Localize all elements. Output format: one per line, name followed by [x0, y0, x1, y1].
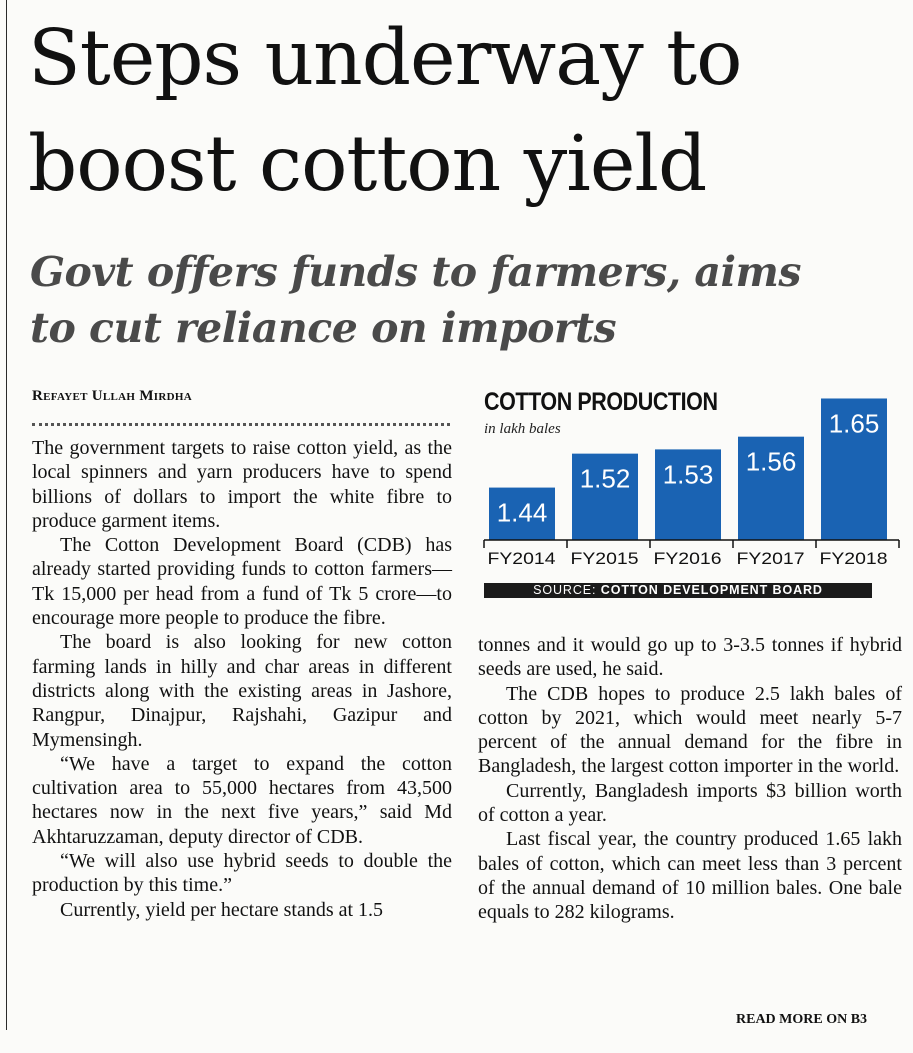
source-prefix: SOURCE: [533, 583, 597, 597]
byline: Refayet Ullah Mirdha [32, 388, 192, 404]
column-rule [6, 0, 7, 1030]
cotton-production-chart [470, 380, 902, 580]
read-more-link[interactable]: READ MORE ON B3 [736, 1012, 868, 1027]
x-tick-label: FY2015 [570, 549, 639, 568]
bar-value-label: 1.52 [579, 463, 631, 494]
x-tick-label: FY2014 [487, 549, 556, 568]
paragraph: Currently, yield per hectare stands at 1.5 [60, 898, 384, 921]
headline-line-1: Steps underway to [28, 14, 742, 103]
bar-value-label: 1.56 [745, 446, 797, 477]
x-tick-label: FY2016 [653, 549, 722, 568]
paragraph: The Cotton Development Board (CDB) has already started providing funds to cotton farmers—Tk 15,000 per head from a fund of Tk 5 crore—to encourage more people to produce the fibre. [32, 534, 452, 630]
source-name: COTTON DEVELOPMENT BOARD [600, 583, 823, 597]
bar-value-label: 1.44 [496, 497, 548, 528]
x-tick-label: FY2018 [819, 549, 888, 568]
headline [28, 6, 908, 218]
paragraph: “We have a target to expand the cotton cultivation area to 55,000 hectares from 43,500 hectares now in the next five years,” said Md Akhtaruzzaman, deputy director of CDB. [32, 752, 452, 848]
chart-title: COTTON PRODUCTION [484, 388, 718, 416]
byline-divider [32, 423, 450, 426]
paragraph: The board is also looking for new cotton farming lands in hilly and char areas in different districts along with the existing areas in Jashore, Rangpur, Dinajpur, Rajshahi, Gazipur and Mymensingh. [32, 631, 452, 751]
chart-source [484, 583, 872, 598]
paragraph: The government targets to raise cotton yield, as the local spinners and yarn producers have to spend billions of dollars to import the white fibre to produce garment items. [32, 437, 452, 532]
paragraph: “We will also use hybrid seeds to double the production by this time.” [32, 850, 452, 897]
paragraph: The CDB hopes to produce 2.5 lakh bales of cotton by 2021, which would meet nearly 5-7 percent of the annual demand for the fibre in Bangladesh, the largest cotton importer in the world. [478, 682, 902, 778]
subhead-line-1: Govt offers funds to farmers, aims [30, 248, 802, 296]
bar-value-label: 1.65 [828, 408, 880, 439]
paragraph: Currently, Bangladesh imports $3 billion worth of cotton a year. [478, 779, 902, 827]
paragraph: Last fiscal year, the country produced 1.65 lakh bales of cotton, which can meet less than 3 percent of the annual demand of 10 million bales. One bale equals to 282 kilograms. [478, 828, 902, 924]
chart-unit-label: in lakh bales [484, 421, 561, 437]
bar-value-label: 1.53 [662, 459, 714, 490]
article-column-right [478, 633, 902, 925]
x-tick-label: FY2017 [736, 549, 805, 568]
article-column-left [32, 436, 452, 922]
subheadline [30, 244, 880, 356]
paragraph: tonnes and it would go up to 3-3.5 tonnes if hybrid seeds are used, he said. [478, 634, 902, 681]
subhead-line-2: to cut reliance on imports [30, 304, 617, 352]
headline-line-2: boost cotton yield [28, 120, 707, 209]
